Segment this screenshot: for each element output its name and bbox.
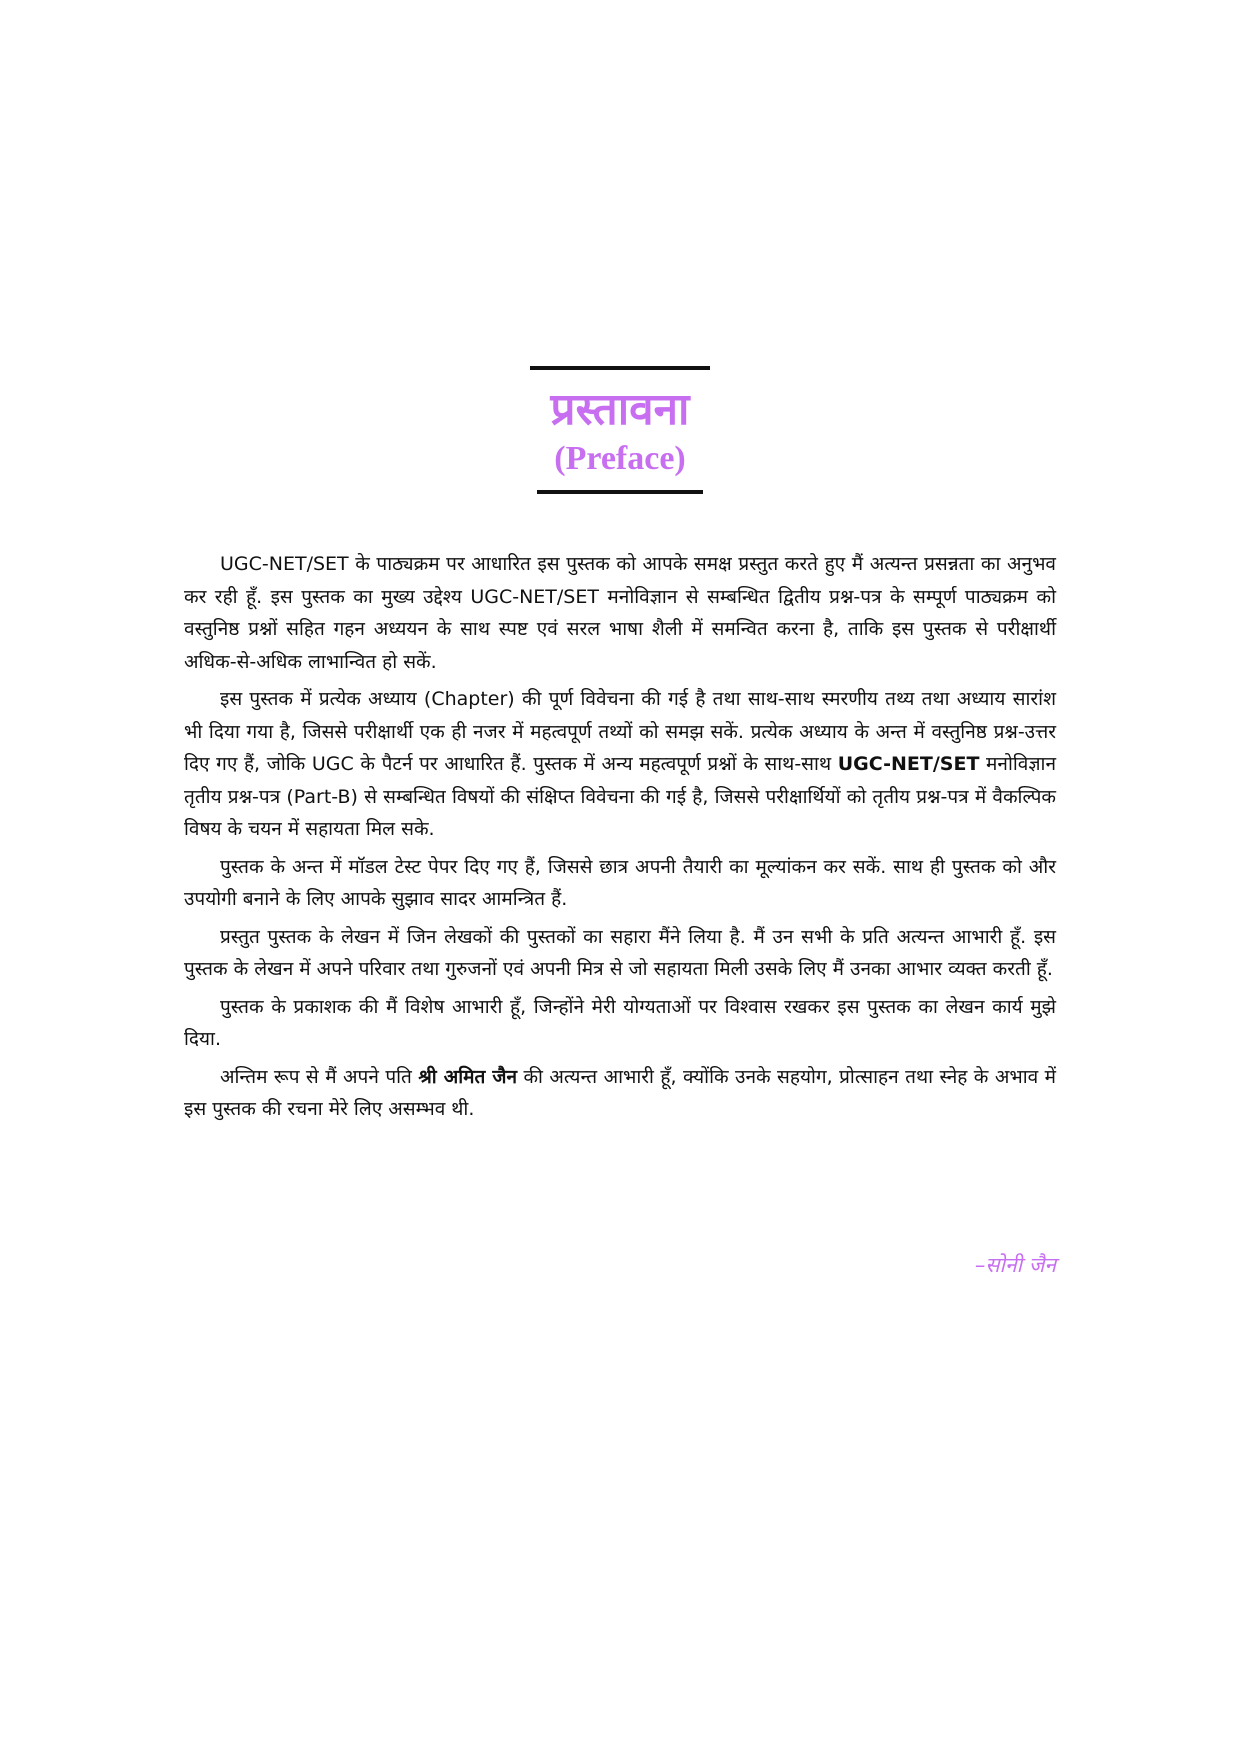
- paragraph-4: [184, 921, 1056, 986]
- bold-husband-name: श्री अमित जैन: [418, 1065, 517, 1088]
- page-subtitle: (Preface): [554, 440, 686, 477]
- bold-exam-name: UGC-NET/SET: [837, 753, 980, 775]
- paragraph-1: [184, 548, 1056, 678]
- author-signature: –सोनी जैन: [974, 1253, 1056, 1277]
- paragraph-5: [184, 991, 1056, 1056]
- paragraph-text: इस पुस्तक में प्रत्येक अध्याय (Chapter) की पूर्ण विवेचना की गई है तथा साथ-साथ स्मरणीय तथ्य तथा अध्याय सारांश भी दिया गया है, जिससे परीक्षार्थी एक ही नजर में महत्वपूर्ण तथ्यों को समझ सकें. प्रत्येक अध्याय के अन्त में वस्तुनिष्ठ प्रश्न-उत्तर दिए गए हैं, जोकि UGC के पैटर्न पर आधारित हैं. पुस्तक में अन्य महत्वपूर्ण प्रश्नों के साथ-साथ: [184, 688, 1056, 775]
- heading-bottom-rule: [537, 490, 703, 494]
- page-title: प्रस्तावना: [550, 384, 690, 435]
- paragraph-text: पुस्तक के प्रकाशक की मैं विशेष आभारी हूँ, जिन्होंने मेरी योग्यताओं पर विश्वास रखकर इस पुस्तक का लेखन कार्य मुझे दिया.: [184, 995, 1056, 1050]
- paragraph-2: [184, 683, 1056, 846]
- paragraph-3: [184, 851, 1056, 916]
- paragraph-text: अन्तिम रूप से मैं अपने पति: [220, 1065, 419, 1088]
- heading-top-rule: [530, 366, 710, 370]
- paragraph-text: UGC-NET/SET के पाठ्यक्रम पर आधारित इस पुस्तक को आपके समक्ष प्रस्तुत करते हुए मैं अत्यन्त प्रसन्नता का अनुभव कर रही हूँ. इस पुस्तक का मुख्य उद्देश्य UGC-NET/SET मनोविज्ञान से सम्बन्धित द्वितीय प्रश्न-पत्र के सम्पूर्ण पाठ्यक्रम को वस्तुनिष्ठ प्रश्नों सहित गहन अध्ययन के साथ स्पष्ट एवं सरल भाषा शैली में समन्वित करना है, ताकि इस पुस्तक से परीक्षार्थी अधिक-से-अधिक लाभान्वित हो सकें.: [184, 553, 1056, 673]
- paragraph-text: प्रस्तुत पुस्तक के लेखन में जिन लेखकों की पुस्तकों का सहारा मैंने लिया है. मैं उन सभी के प्रति अत्यन्त आभारी हूँ. इस पुस्तक के लेखन में अपने परिवार तथा गुरुजनों एवं अपनी मित्र से जो सहायता मिली उसके लिए मैं उनका आभार व्यक्त करती हूँ.: [184, 925, 1056, 980]
- paragraph-text: पुस्तक के अन्त में मॉडल टेस्ट पेपर दिए गए हैं, जिससे छात्र अपनी तैयारी का मूल्यांकन कर सकें. साथ ही पुस्तक को और उपयोगी बनाने के लिए आपके सुझाव सादर आमन्त्रित हैं.: [184, 855, 1056, 910]
- page-heading: [0, 366, 1240, 494]
- preface-body: [184, 548, 1056, 1131]
- paragraph-text: की अत्यन्त आभारी हूँ, क्योंकि उनके सहयोग, प्रोत्साहन तथा स्नेह के अभाव में इस पुस्तक की रचना मेरे लिए असम्भव थी.: [184, 1065, 1056, 1120]
- paragraph-6: [184, 1061, 1056, 1126]
- paragraph-text: मनोविज्ञान तृतीय प्रश्न-पत्र (Part-B) से सम्बन्धित विषयों की संक्षिप्त विवेचना की गई है, जिससे परीक्षार्थियों को तृतीय प्रश्न-पत्र में वैकल्पिक विषय के चयन में सहायता मिल सके.: [184, 753, 1057, 840]
